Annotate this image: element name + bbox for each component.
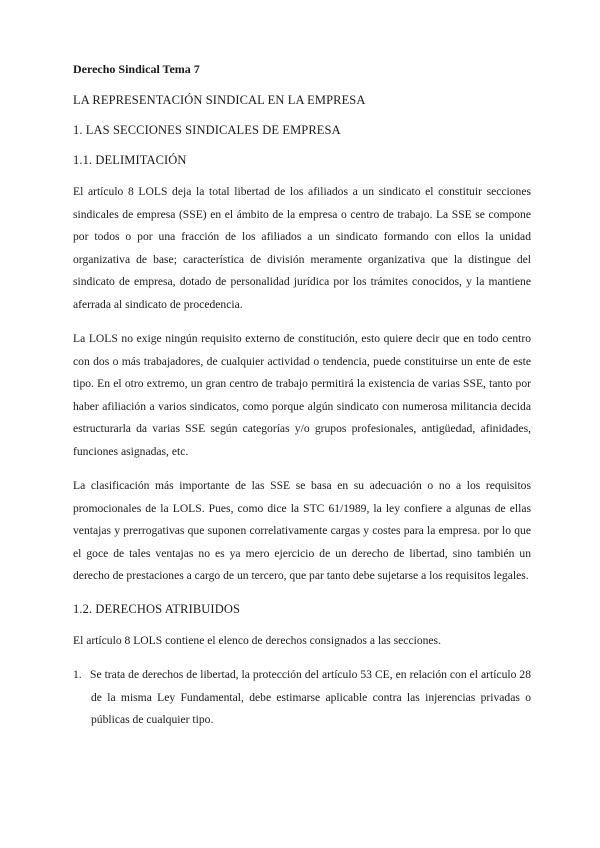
document-title: Derecho Sindical Tema 7 <box>73 62 200 76</box>
main-heading: LA REPRESENTACIÓN SINDICAL EN LA EMPRESA <box>73 93 366 107</box>
paragraph-derechos-intro: El artículo 8 LOLS contiene el elenco de derechos consignados a las secciones. <box>73 633 441 647</box>
section-1-2-heading: 1.2. DERECHOS ATRIBUIDOS <box>73 601 240 616</box>
paragraph-delimitacion-2: La LOLS no exige ningún requisito externo de constitución, esto quiere decir que en todo centro con dos o más trabajadores, de cualquier actividad o tendencia, puede constituirse un ente de este tipo. En el otro extremo, un gran centro de trabajo permitirá la existencia de varias SSE, tanto por haber afiliación a varios sindicatos, como porque algún sindicato con numerosa militancia decida estructurarla da varias SSE según categorías y/o grupos profesionales, antigüedad, afinidades, funciones asignadas, etc. <box>73 332 531 458</box>
paragraph-delimitacion-1: El artículo 8 LOLS deja la total libertad de los afiliados a un sindicato el constituir secciones sindicales de empresa (SSE) en el ámbito de la empresa o centro de trabajo. La SSE se compone por todos o por una fracción de los afiliados a un sindicato formando con ellos la unidad organizativa de base; característica de división meramente organizativa que la distingue del sindicato de empresa, dotado de personalidad jurídica por los trámites conocidos, y la mantiene aferrada al sindicato de procedencia. <box>73 185 531 311</box>
list-item-number: 1. <box>73 668 82 681</box>
list-item-text: Se trata de derechos de libertad, la protección del artículo 53 CE, en relación con el artículo 28 de la misma Ley Fundamental, debe estimarse aplicable contra las injerencias privadas o públicas de cualquier tipo. <box>90 668 531 726</box>
section-1-heading: 1. LAS SECCIONES SINDICALES DE EMPRESA <box>73 123 341 137</box>
list-item <box>73 664 531 732</box>
derechos-list <box>73 664 531 732</box>
paragraph-delimitacion-3: La clasificación más importante de las SSE se basa en su adecuación o no a los requisitos promocionales de la LOLS. Pues, como dice la STC 61/1989, la ley confiere a algunas de ellas ventajas y prerrogativas que suponen correlativamente cargas y costes para la empresa. por lo que el goce de tales ventajas no es ya mero ejercicio de un derecho de libertad, sino también un derecho de prestaciones a cargo de un tercero, que par tanto debe sujetarse a los requisitos legales. <box>73 479 531 582</box>
section-1-1-heading: 1.1. DELIMITACIÓN <box>73 153 187 167</box>
document-page <box>73 60 531 732</box>
